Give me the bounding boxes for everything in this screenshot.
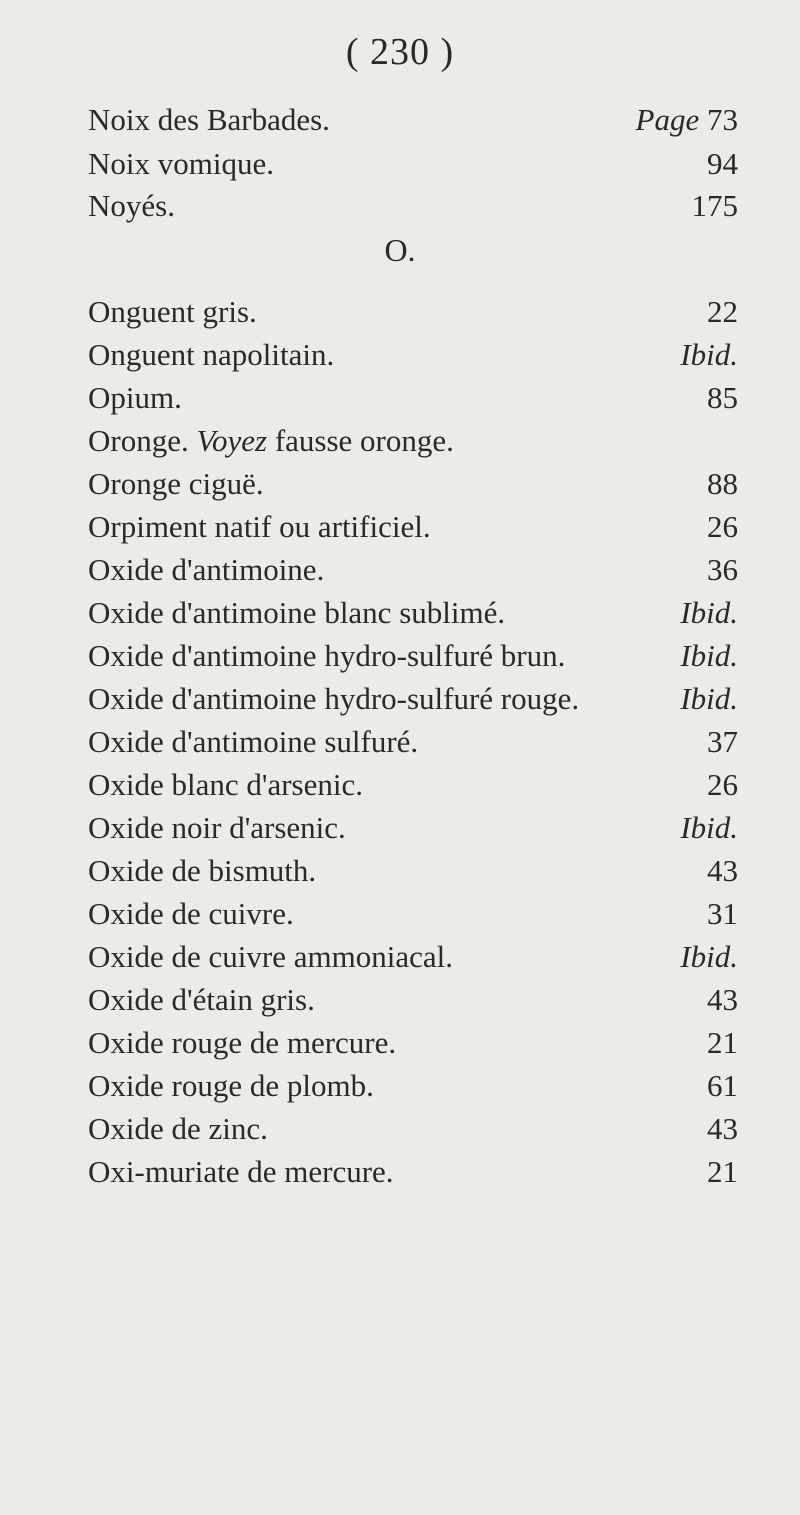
index-entry: [88, 507, 738, 547]
entry-page: 26: [707, 767, 738, 802]
entry-page: Ibid.: [680, 810, 738, 845]
index-entry: [88, 937, 738, 977]
entry-page: 21: [707, 1154, 738, 1189]
page-folio: ( 230 ): [345, 31, 455, 73]
index-entry: [88, 1152, 738, 1192]
entry-page: 21: [707, 1025, 738, 1060]
page-number: 73: [707, 102, 738, 137]
entry-term: Oronge ciguë.: [88, 466, 264, 501]
entry-term: Noix vomique.: [88, 146, 274, 181]
entry-page: 43: [707, 1111, 738, 1146]
index-entry: [88, 464, 738, 504]
entry-page: Ibid.: [680, 939, 738, 974]
index-entry: [88, 593, 738, 633]
entry-term: Oxide rouge de mercure.: [88, 1025, 397, 1060]
entry-page: 43: [707, 853, 738, 888]
entry-term: Onguent napolitain.: [88, 337, 335, 372]
index-entry: [88, 722, 738, 762]
entry-page: 31: [707, 896, 738, 931]
index-entry: [88, 335, 738, 375]
entry-page: 36: [707, 552, 738, 587]
section-letter: O.: [384, 232, 416, 268]
entry-term: Oxi-muriate de mercure.: [88, 1154, 394, 1189]
entry-term-rest: fausse oronge.: [274, 423, 454, 458]
entry-page: 88: [707, 466, 738, 501]
entry-term: Oxide d'étain gris.: [88, 982, 315, 1017]
entry-page: 175: [691, 188, 738, 223]
entry-term: Oxide de cuivre.: [88, 896, 294, 931]
entry-page: 22: [707, 294, 738, 329]
entry-term: Oronge.: [88, 423, 189, 458]
entry-term: Oxide noir d'arsenic.: [88, 810, 346, 845]
entry-term: Oxide de zinc.: [88, 1111, 268, 1146]
index-entry: [88, 679, 738, 719]
entry-page: 85: [707, 380, 738, 415]
index-entry: [88, 1109, 738, 1149]
entry-page: Ibid.: [680, 681, 738, 716]
page-prefix: Page: [635, 102, 700, 137]
index-entry: [88, 378, 738, 418]
entry-term: Oxide rouge de plomb.: [88, 1068, 374, 1103]
entry-term: Noix des Barbades.: [88, 102, 330, 137]
entry-term: Oxide d'antimoine blanc sublimé.: [88, 595, 506, 630]
index-entry: [88, 550, 738, 590]
entry-term: Oxide d'antimoine hydro-sulfuré rouge.: [88, 681, 580, 716]
index-entry: [88, 808, 738, 848]
entry-term: Oxide blanc d'arsenic.: [88, 767, 364, 802]
index-entry: [88, 636, 738, 676]
entry-term: Oxide d'antimoine.: [88, 552, 325, 587]
entry-page: Ibid.: [680, 337, 738, 372]
index-entry: [88, 144, 738, 184]
entry-page: 61: [707, 1068, 738, 1103]
entry-page: Ibid.: [680, 638, 738, 673]
entry-term: Noyés.: [88, 188, 175, 223]
index-entry: [88, 1066, 738, 1106]
entry-term: Oxide de bismuth.: [88, 853, 317, 888]
index-entry: [88, 980, 738, 1020]
entry-term: Onguent gris.: [88, 294, 257, 329]
index-entry: [88, 100, 738, 140]
see-reference: Voyez: [196, 423, 268, 458]
index-entry: [88, 894, 738, 934]
index-entry: [88, 765, 738, 805]
index-entry: [88, 186, 738, 226]
entry-term: Oxide d'antimoine hydro-sulfuré brun.: [88, 638, 566, 673]
index-entry: [88, 851, 738, 891]
entry-term: Opium.: [88, 380, 182, 415]
entry-term: Orpiment natif ou artificiel.: [88, 509, 431, 544]
index-entry: [88, 1023, 738, 1063]
entry-page: 94: [707, 146, 738, 181]
entry-page: 43: [707, 982, 738, 1017]
entry-page: 26: [707, 509, 738, 544]
entry-term: Oxide de cuivre ammoniacal.: [88, 939, 453, 974]
index-entry: [88, 421, 738, 461]
entry-page: Ibid.: [680, 595, 738, 630]
entry-term-group: [88, 421, 454, 461]
entry-term: Oxide d'antimoine sulfuré.: [88, 724, 419, 759]
entry-page: 37: [707, 724, 738, 759]
index-entry: [88, 292, 738, 332]
entry-page: [636, 100, 738, 140]
